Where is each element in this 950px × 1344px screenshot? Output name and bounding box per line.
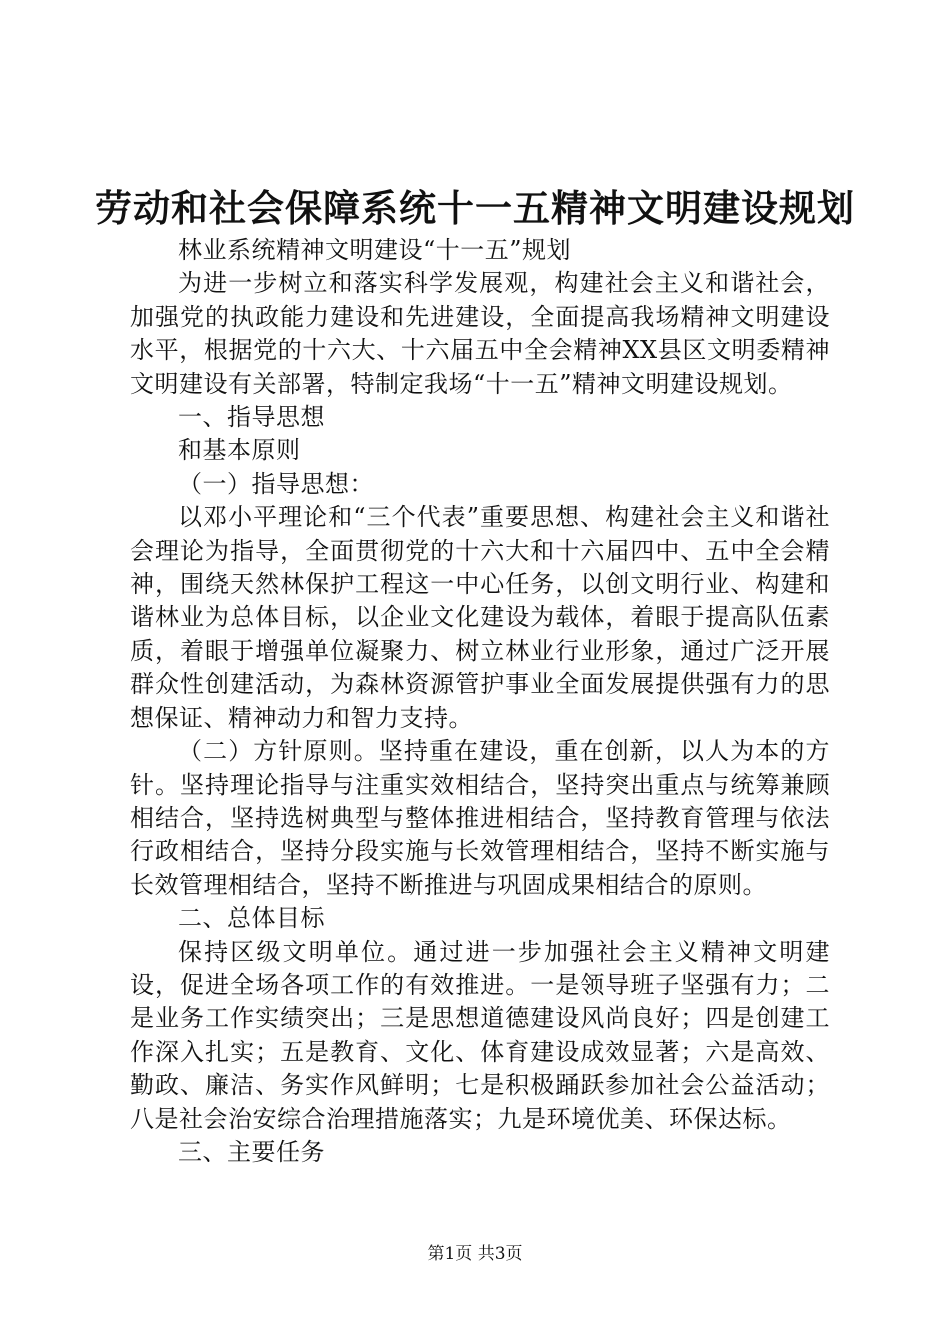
page-footer: 第1页 共3页 — [427, 1244, 523, 1264]
overall-goals-paragraph: 保持区级文明单位。通过进一步加强社会主义精神文明建设，促进全场各项工作的有效推进。一是领导班子坚强有力；二是业务工作实绩突出；三是思想道德建设风尚良好；四是创建工作深入扎实；五是教育、文化、体育建设成效显著；六是高效、勤政、廉洁、务实作风鲜明；七是积极踊跃参加社会公益活动；八是社会治安综合治理措施落实；九是环境优美、环保达标。 — [130, 937, 830, 1133]
subsection-heading-guiding-thought: （一）指导思想： — [178, 469, 374, 498]
section-heading-main-tasks: 三、主要任务 — [178, 1137, 325, 1166]
section-heading-basic-principles: 和基本原则 — [178, 436, 301, 465]
document-body — [130, 234, 830, 1169]
intro-paragraph: 为进一步树立和落实科学发展观，构建社会主义和谐社会，加强党的执政能力建设和先进建设，全面提高我场精神文明建设水平，根据党的十六大、十六届五中全会精神XX县区文明委精神文明建设有关部署，特制定我场“十一五”精神文明建设规划。 — [130, 269, 830, 398]
document-title: 劳动和社会保障系统十一五精神文明建设规划 — [95, 186, 855, 230]
principles-paragraph: （二）方针原则。坚持重在建设，重在创新，以人为本的方针。坚持理论指导与注重实效相结合，坚持突出重点与统筹兼顾相结合，坚持选树典型与整体推进相结合，坚持教育管理与依法行政相结合，坚持分段实施与长效管理相结合，坚持不断实施与长效管理相结合，坚持不断推进与巩固成果相结合的原则。 — [130, 737, 830, 899]
section-heading-guiding-thought: 一、指导思想 — [178, 403, 325, 432]
subtitle-paragraph: 林业系统精神文明建设“十一五”规划 — [178, 236, 572, 264]
section-heading-overall-goals: 二、总体目标 — [178, 904, 325, 933]
guiding-thought-paragraph: 以邓小平理论和“三个代表”重要思想、构建社会主义和谐社会理论为指导，全面贯彻党的十六大和十六届四中、五中全会精神，围绕天然林保护工程这一中心任务，以创文明行业、构建和谐林业为总体目标，以企业文化建设为载体，着眼于提高队伍素质，着眼于增强单位凝聚力、树立林业行业形象，通过广泛开展群众性创建活动，为森林资源管护事业全面发展提供强有力的思想保证、精神动力和智力支持。 — [130, 503, 830, 732]
